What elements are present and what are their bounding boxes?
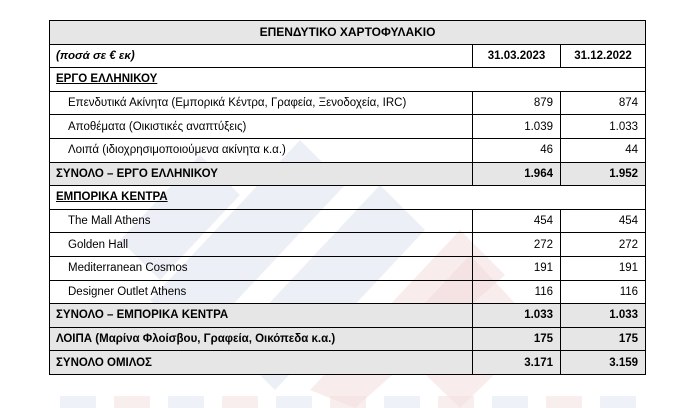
value-2022: 874: [561, 91, 646, 115]
table-row: [50, 115, 646, 139]
units-label: (ποσά σε € εκ): [50, 44, 473, 68]
value-2023: 454: [473, 209, 561, 233]
value-2022: 191: [561, 256, 646, 280]
row-label: Αποθέματα (Οικιστικές αναπτύξεις): [50, 115, 473, 139]
value-2023: 1.039: [473, 115, 561, 139]
section-row: [50, 68, 646, 92]
table-row: [50, 233, 646, 257]
row-label: ΣΥΝΟΛΟ – ΕΜΠΟΡΙΚΑ ΚΕΝΤΡΑ: [50, 304, 473, 328]
value-2022: 454: [561, 209, 646, 233]
table-row: [50, 138, 646, 162]
value-2023: 1.033: [473, 304, 561, 328]
watermark-block: [600, 396, 636, 408]
value-2023: 879: [473, 91, 561, 115]
value-2022: 1.033: [561, 304, 646, 328]
table-title: ΕΠΕΝΔΥΤΙΚΟ ΧΑΡΤΟΦΥΛΑΚΙΟ: [50, 21, 646, 45]
investment-portfolio-table: [49, 20, 646, 375]
row-label: Λοιπά (ιδιοχρησιμοποιούμενα ακίνητα κ.α.): [50, 138, 473, 162]
value-2022: 3.159: [561, 351, 646, 375]
value-2023: 46: [473, 138, 561, 162]
value-2022: 44: [561, 138, 646, 162]
row-label: ΛΟΙΠΑ (Μαρίνα Φλοίσβου, Γραφεία, Οικόπεδα κ.α.): [50, 327, 473, 351]
watermark-block: [438, 396, 474, 408]
value-2022: 1.952: [561, 162, 646, 186]
value-2023: 3.171: [473, 351, 561, 375]
watermark-block: [168, 396, 204, 408]
value-2022: 1.033: [561, 115, 646, 139]
table-row: [50, 280, 646, 304]
total-row: [50, 162, 646, 186]
watermark-block: [276, 396, 312, 408]
section-label: ΕΜΠΟΡΙΚΑ ΚΕΝΤΡΑ: [50, 186, 646, 210]
row-label: Golden Hall: [50, 233, 473, 257]
watermark-block: [546, 396, 582, 408]
table-row: [50, 91, 646, 115]
section-label: ΕΡΓΟ ΕΛΛΗΝΙΚΟΥ: [50, 68, 646, 92]
row-label: Επενδυτικά Ακίνητα (Εμπορικά Κέντρα, Γραφεία, Ξενοδοχεία, IRC): [50, 91, 473, 115]
column-header-2022: 31.12.2022: [561, 44, 646, 68]
watermark-block: [330, 396, 366, 408]
row-label: ΣΥΝΟΛΟ ΟΜΙΛΟΣ: [50, 351, 473, 375]
row-label: Mediterranean Cosmos: [50, 256, 473, 280]
row-label: The Mall Athens: [50, 209, 473, 233]
table-row: [50, 256, 646, 280]
watermark-block: [384, 396, 420, 408]
value-2022: 116: [561, 280, 646, 304]
watermark-block: [222, 396, 258, 408]
value-2023: 116: [473, 280, 561, 304]
watermark-block: [60, 396, 96, 408]
total-row: [50, 327, 646, 351]
total-row: [50, 351, 646, 375]
watermark-block: [492, 396, 528, 408]
total-row: [50, 304, 646, 328]
value-2023: 191: [473, 256, 561, 280]
value-2023: 175: [473, 327, 561, 351]
table-row: [50, 209, 646, 233]
row-label: Designer Outlet Athens: [50, 280, 473, 304]
watermark-block: [114, 396, 150, 408]
section-row: [50, 186, 646, 210]
column-header-2023: 31.03.2023: [473, 44, 561, 68]
value-2022: 175: [561, 327, 646, 351]
value-2023: 1.964: [473, 162, 561, 186]
row-label: ΣΥΝΟΛΟ – ΕΡΓΟ ΕΛΛΗΝΙΚΟΥ: [50, 162, 473, 186]
value-2023: 272: [473, 233, 561, 257]
value-2022: 272: [561, 233, 646, 257]
